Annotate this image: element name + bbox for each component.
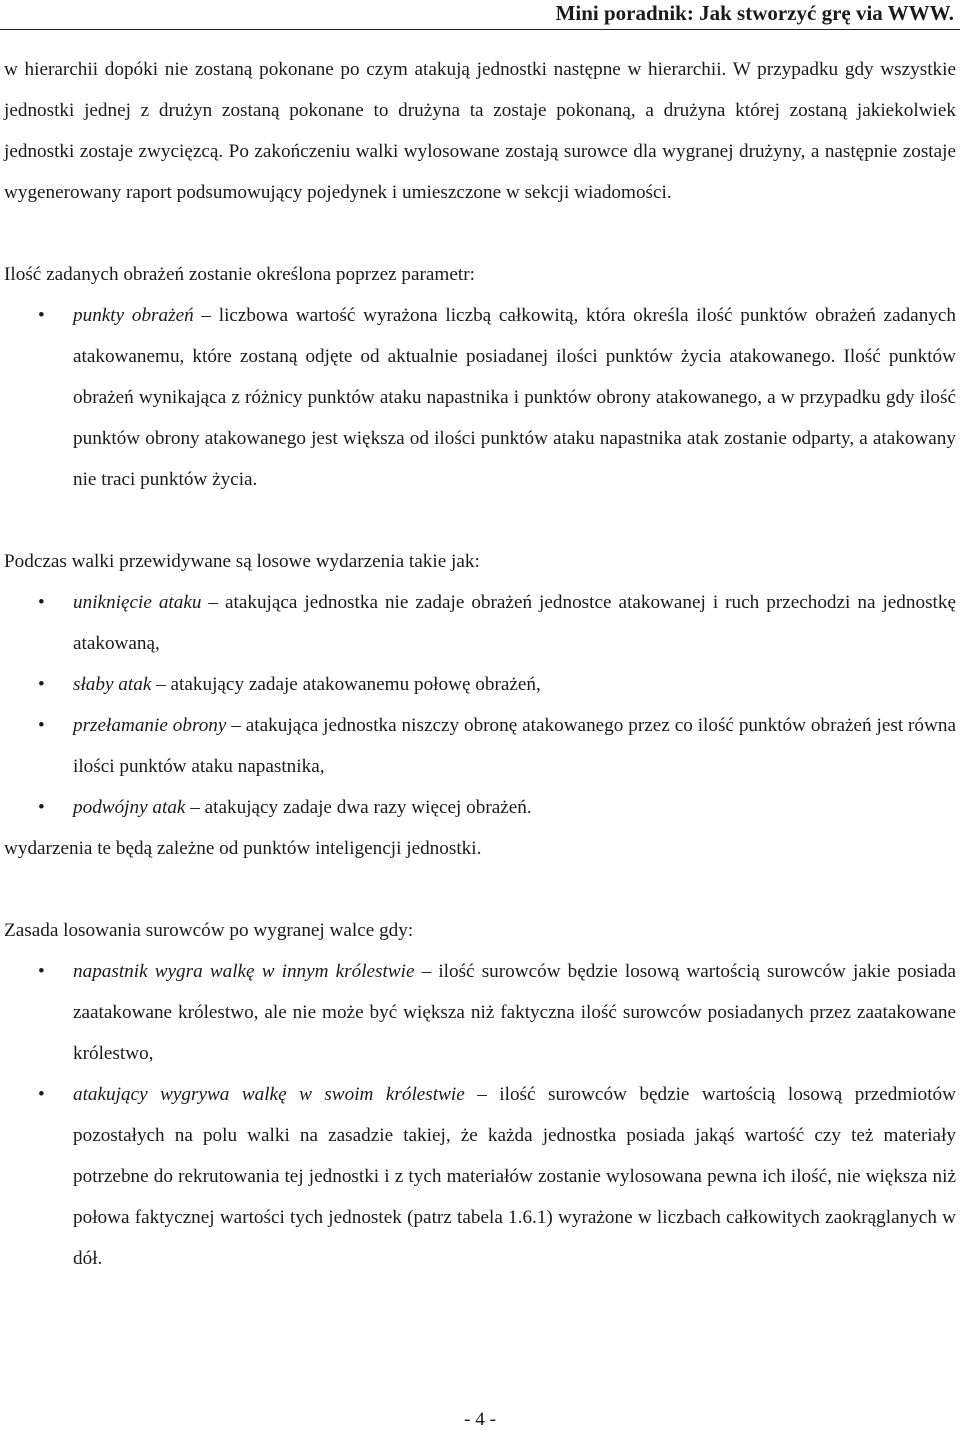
page-content bbox=[4, 49, 956, 1279]
list-item-text: – atakujący zadaje atakowanemu połowę obrażeń, bbox=[151, 674, 541, 695]
list-item-text: – atakujący zadaje dwa razy więcej obrażeń. bbox=[185, 797, 532, 818]
bullet-icon: • bbox=[38, 1084, 45, 1105]
damage-intro: Ilość zadanych obrażeń zostanie określona poprzez parametr: bbox=[4, 264, 475, 285]
list-item-term: słaby atak bbox=[73, 674, 152, 695]
page-number: - 4 - bbox=[464, 1409, 496, 1430]
resources-list bbox=[4, 951, 956, 1279]
list-item bbox=[4, 295, 956, 500]
list-item bbox=[4, 664, 956, 705]
list-item bbox=[4, 582, 956, 664]
spacer bbox=[4, 869, 956, 910]
paragraph-battle-outcome: w hierarchii dopóki nie zostaną pokonane po czym atakują jednostki następne w hierarchii. W przypadku gdy wszystkie jednostki jednej z drużyn zostaną pokonane to drużyna ta zostaje pokonaną, a drużyna której zostaną jakiekolwiek jednostki zostaje zwycięzcą. Po zakończeniu walki wylosowane zostają surowce dla wygranej drużyny, a następnie zostaje wygenerowany raport podsumowujący pojedynek i umieszczone w sekcji wiadomości. bbox=[4, 59, 956, 203]
list-item-term: podwójny atak bbox=[73, 797, 186, 818]
bullet-icon: • bbox=[38, 961, 45, 982]
events-intro: Podczas walki przewidywane są losowe wydarzenia takie jak: bbox=[4, 551, 480, 572]
damage-list bbox=[4, 295, 956, 500]
events-list bbox=[4, 582, 956, 828]
list-item-term: napastnik wygra walkę w innym królestwie bbox=[73, 961, 415, 982]
list-item-term: uniknięcie ataku bbox=[73, 592, 202, 613]
list-item-term: przełamanie obrony bbox=[73, 715, 227, 736]
resources-intro: Zasada losowania surowców po wygranej walce gdy: bbox=[4, 920, 414, 941]
list-item-text: – atakująca jednostka niszczy obronę atakowanego przez co ilość punktów obrażeń jest równa ilości punktów ataku napastnika, bbox=[73, 715, 956, 777]
bullet-icon: • bbox=[38, 715, 45, 736]
list-item bbox=[4, 1074, 956, 1279]
list-item bbox=[4, 705, 956, 787]
bullet-icon: • bbox=[38, 592, 45, 613]
running-header: Mini poradnik: Jak stworzyć grę via WWW. bbox=[555, 1, 954, 25]
bullet-icon: • bbox=[38, 797, 45, 818]
spacer bbox=[4, 213, 956, 254]
bullet-icon: • bbox=[38, 674, 45, 695]
list-item bbox=[4, 787, 956, 828]
list-item bbox=[4, 951, 956, 1074]
list-item-text: – ilość surowców będzie wartością losową przedmiotów pozostałych na polu walki na zasadzie takiej, że każda jednostka posiada jakąś wartość czy też materiały potrzebne do rekrutowania tej jednostki i z tych materiałów zostanie wylosowana pewna ich ilość, nie większa niż połowa faktycznej wartości tych jednostek (patrz tabela 1.6.1) wyrażone w liczbach całkowitych zaokrąglanych w dół. bbox=[73, 1084, 956, 1269]
list-item-text: – ilość surowców będzie losową wartością surowców jakie posiada zaatakowane królestwo, ale nie może być większa niż faktyczna ilość surowców posiadanych przez zaatakowane królestwo, bbox=[73, 961, 956, 1064]
events-outro: wydarzenia te będą zależne od punktów inteligencji jednostki. bbox=[4, 838, 482, 859]
list-item-text: – atakująca jednostka nie zadaje obrażeń jednostce atakowanej i ruch przechodzi na jednostkę atakowaną, bbox=[73, 592, 956, 654]
list-item-term: atakujący wygrywa walkę w swoim królestwie bbox=[73, 1084, 465, 1105]
bullet-icon: • bbox=[38, 305, 45, 326]
spacer bbox=[4, 500, 956, 541]
header-rule bbox=[0, 29, 960, 30]
list-item-text: – liczbowa wartość wyrażona liczbą całkowitą, która określa ilość punktów obrażeń zadanych atakowanemu, które zostaną odjęte od aktualnie posiadanej ilości punktów życia atakowanego. Ilość punktów obrażeń wynikająca z różnicy punktów ataku napastnika i punktów obrony atakowanego, a w przypadku gdy ilość punktów obrony atakowanego jest większa od ilości punktów ataku napastnika atak zostanie odparty, a atakowany nie traci punktów życia. bbox=[73, 305, 956, 490]
list-item-term: punkty obrażeń bbox=[73, 305, 194, 326]
